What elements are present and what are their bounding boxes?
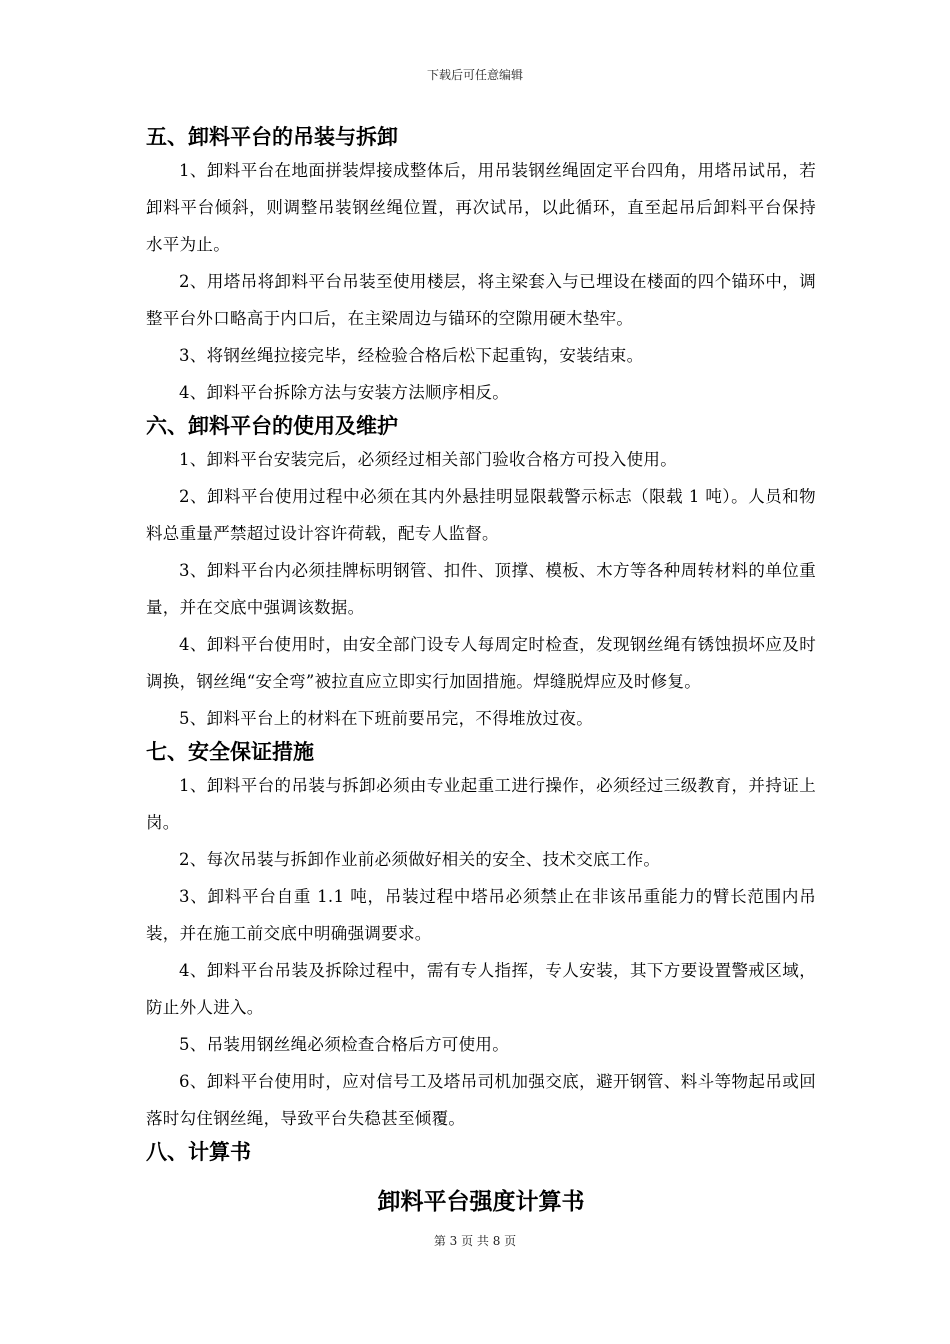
paragraph: 5、吊装用钢丝绳必须检查合格后方可使用。 [179, 1035, 509, 1054]
section-heading: 五、卸料平台的吊装与拆卸 [146, 125, 398, 149]
paragraph: 3、将钢丝绳拉接完毕，经检验合格后松下起重钩，安装结束。 [179, 346, 644, 365]
paragraph: 2、用塔吊将卸料平台吊装至使用楼层，将主梁套入与已埋设在楼面的四个锚环中，调整平台外口略高于内口后，在主梁周边与锚环的空隙用硬木垫牢。 [146, 272, 816, 328]
section-7 [146, 737, 816, 1137]
paragraph: 5、卸料平台上的材料在下班前要吊完，不得堆放过夜。 [179, 709, 593, 728]
document-body [146, 122, 816, 1217]
paragraph: 4、卸料平台吊装及拆除过程中，需有专人指挥，专人安装，其下方要设置警戒区域，防止外人进入。 [146, 961, 816, 1017]
section-6 [146, 411, 816, 737]
paragraph: 1、卸料平台在地面拼装焊接成整体后，用吊装钢丝绳固定平台四角，用塔吊试吊，若卸料平台倾斜，则调整吊装钢丝绳位置，再次试吊，以此循环，直至起吊后卸料平台保持水平为止。 [146, 161, 816, 254]
page-header: 下载后可任意编辑 [426, 68, 523, 82]
page-footer: 第 3 页 共 8 页 [433, 1234, 517, 1248]
paragraph: 2、卸料平台使用过程中必须在其内外悬挂明显限载警示标志（限载 1 吨）。人员和物料总重量严禁超过设计容许荷载，配专人监督。 [146, 487, 816, 543]
paragraph: 1、卸料平台安装完后，必须经过相关部门验收合格方可投入使用。 [179, 450, 677, 469]
section-8 [146, 1137, 816, 1167]
section-5 [146, 122, 816, 411]
document-title: 卸料平台强度计算书 [377, 1189, 585, 1215]
paragraph: 3、卸料平台自重 1.1 吨，吊装过程中塔吊必须禁止在非该吊重能力的臂长范围内吊装，并在施工前交底中明确强调要求。 [146, 887, 816, 943]
section-heading: 八、计算书 [146, 1140, 251, 1164]
paragraph: 6、卸料平台使用时，应对信号工及塔吊司机加强交底，避开钢管、料斗等物起吊或回落时勾住钢丝绳，导致平台失稳甚至倾覆。 [146, 1072, 816, 1128]
paragraph: 2、每次吊装与拆卸作业前必须做好相关的安全、技术交底工作。 [179, 850, 661, 869]
section-heading: 七、安全保证措施 [146, 740, 314, 764]
paragraph: 1、卸料平台的吊装与拆卸必须由专业起重工进行操作，必须经过三级教育，并持证上岗。 [146, 776, 816, 832]
paragraph: 4、卸料平台使用时，由安全部门设专人每周定时检查，发现钢丝绳有锈蚀损坏应及时调换，钢丝绳“安全弯”被拉直应立即实行加固措施。焊缝脱焊应及时修复。 [146, 635, 816, 691]
section-heading: 六、卸料平台的使用及维护 [146, 414, 398, 438]
paragraph: 3、卸料平台内必须挂牌标明钢管、扣件、顶撑、模板、木方等各种周转材料的单位重量，并在交底中强调该数据。 [146, 561, 816, 617]
paragraph: 4、卸料平台拆除方法与安装方法顺序相反。 [179, 383, 509, 402]
